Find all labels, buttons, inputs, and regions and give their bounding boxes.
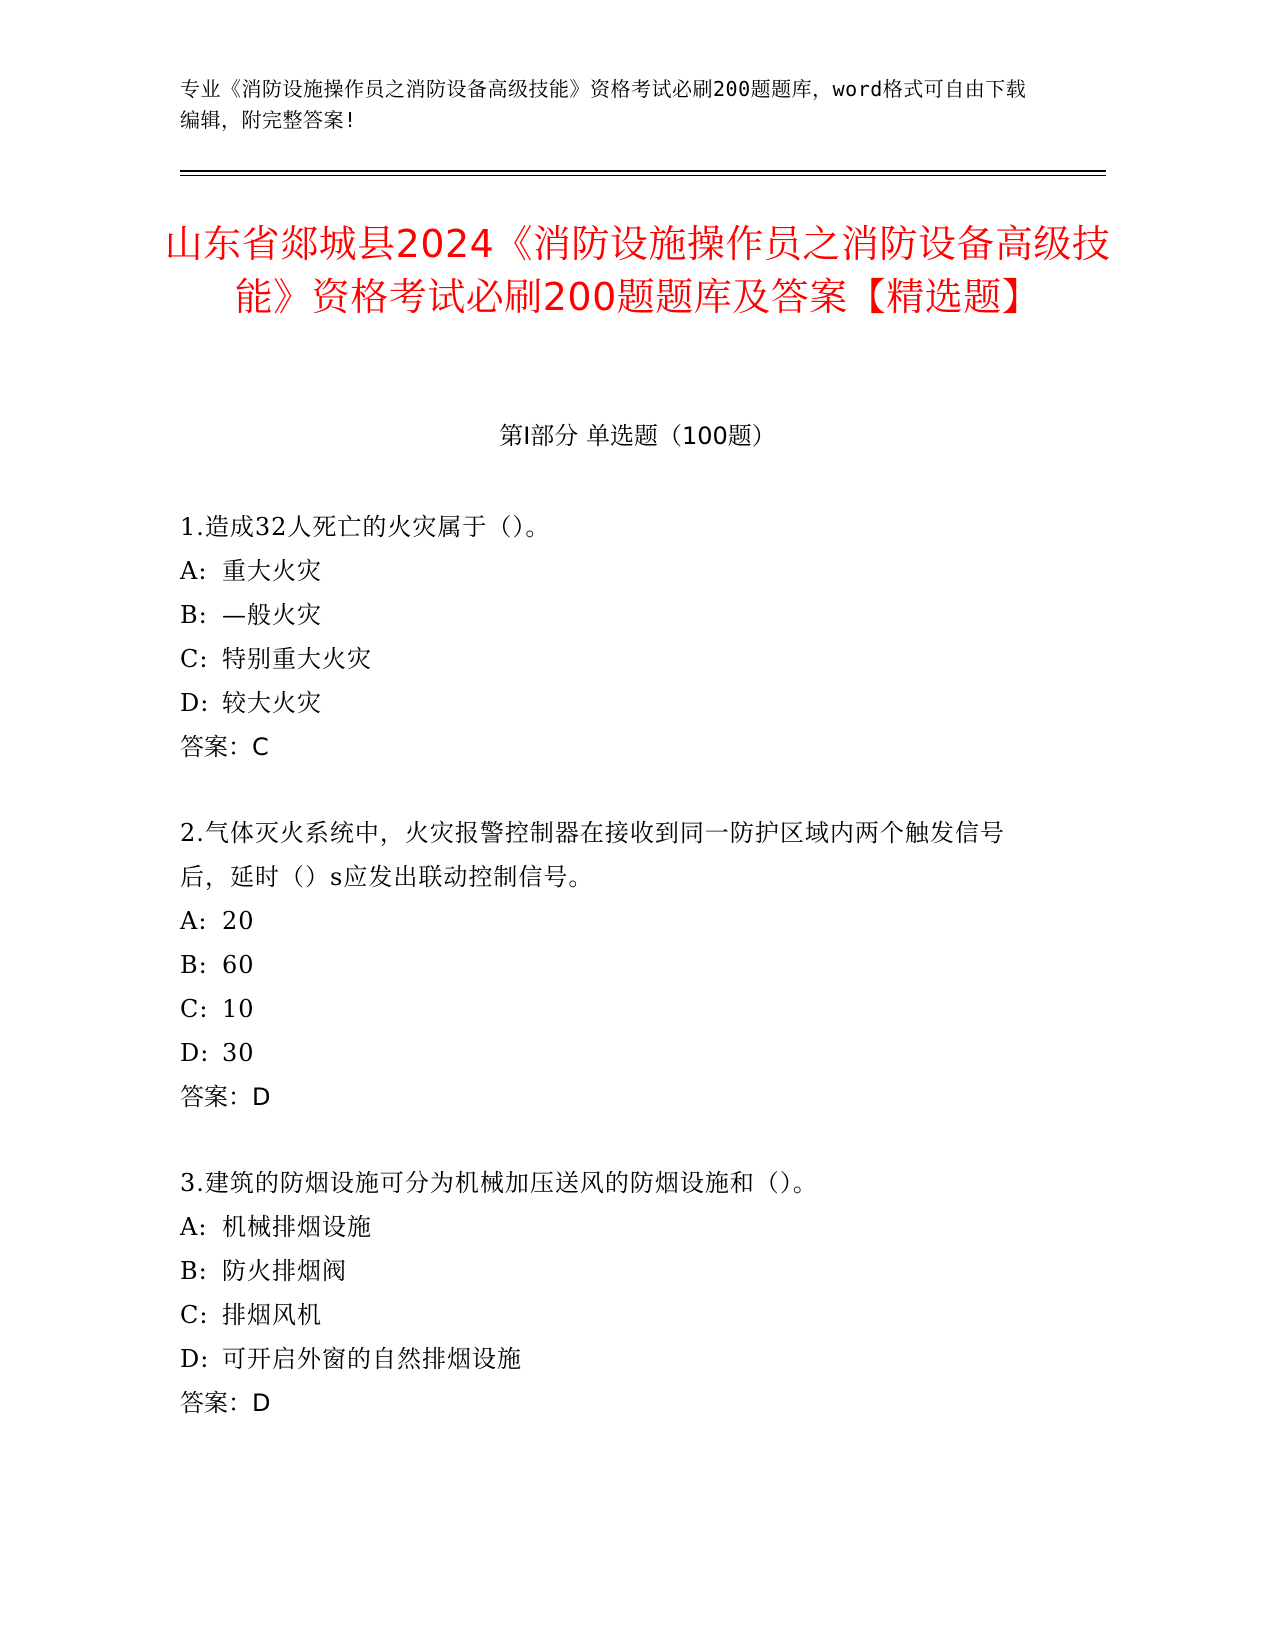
option-letter: C: [180, 995, 209, 1023]
option-d [180, 1337, 1020, 1381]
option-text: 特别重大火灾 [222, 645, 372, 673]
option-letter: B: [180, 601, 208, 629]
option-c [180, 1293, 1020, 1337]
option-letter: B: [180, 1257, 208, 1285]
question-text: 1.造成32人死亡的火灾属于（）。 [180, 513, 551, 541]
option-letter: A: [180, 1213, 208, 1241]
option-text: 60 [222, 951, 255, 979]
answer-text: 答案：C [180, 733, 269, 761]
option-text: 排烟风机 [222, 1301, 322, 1329]
option-text: 较大火灾 [222, 689, 322, 717]
option-letter: D: [180, 1345, 210, 1373]
option-letter: A: [180, 557, 208, 585]
question-list [180, 505, 1020, 1467]
option-a [180, 1205, 1020, 1249]
document-title: 山东省郯城县2024《消防设施操作员之消防设备高级技能》资格考试必刷200题题库及答案【精选题】 [164, 222, 1111, 319]
option-text: 20 [222, 907, 255, 935]
option-text: 机械排烟设施 [222, 1213, 372, 1241]
option-b [180, 943, 1020, 987]
option-letter: B: [180, 951, 208, 979]
option-text: 防火排烟阀 [222, 1257, 347, 1285]
option-letter: C: [180, 1301, 209, 1329]
option-text: 可开启外窗的自然排烟设施 [222, 1345, 522, 1373]
answer-text: 答案：D [180, 1083, 271, 1111]
option-text: 10 [222, 995, 255, 1023]
option-b [180, 593, 1020, 637]
option-text: —般火灾 [222, 601, 322, 629]
question-text: 3.建筑的防烟设施可分为机械加压送风的防烟设施和（）。 [180, 1169, 818, 1197]
option-b [180, 1249, 1020, 1293]
option-letter: A: [180, 907, 208, 935]
question-3 [180, 1161, 1020, 1425]
option-letter: C: [180, 645, 209, 673]
section-heading: 第I部分 单选题（100题） [499, 422, 776, 450]
option-text: 30 [222, 1039, 255, 1067]
option-c [180, 637, 1020, 681]
answer-text: 答案：D [180, 1389, 271, 1417]
option-text: 重大火灾 [222, 557, 322, 585]
option-letter: D: [180, 1039, 210, 1067]
header-divider-thick [180, 170, 1106, 172]
option-letter: D: [180, 689, 210, 717]
option-d [180, 681, 1020, 725]
option-a [180, 549, 1020, 593]
header-divider-thin [180, 175, 1106, 176]
intro-text: 专业《消防设施操作员之消防设备高级技能》资格考试必刷200题题库，word格式可自由下载编辑，附完整答案! [180, 77, 1027, 132]
option-a [180, 899, 1020, 943]
question-text: 2.气体灭火系统中，火灾报警控制器在接收到同一防护区域内两个触发信号后，延时（）s应发出联动控制信号。 [180, 819, 1005, 891]
question-2 [180, 811, 1020, 1119]
option-c [180, 987, 1020, 1031]
option-d [180, 1031, 1020, 1075]
question-1 [180, 505, 1020, 769]
